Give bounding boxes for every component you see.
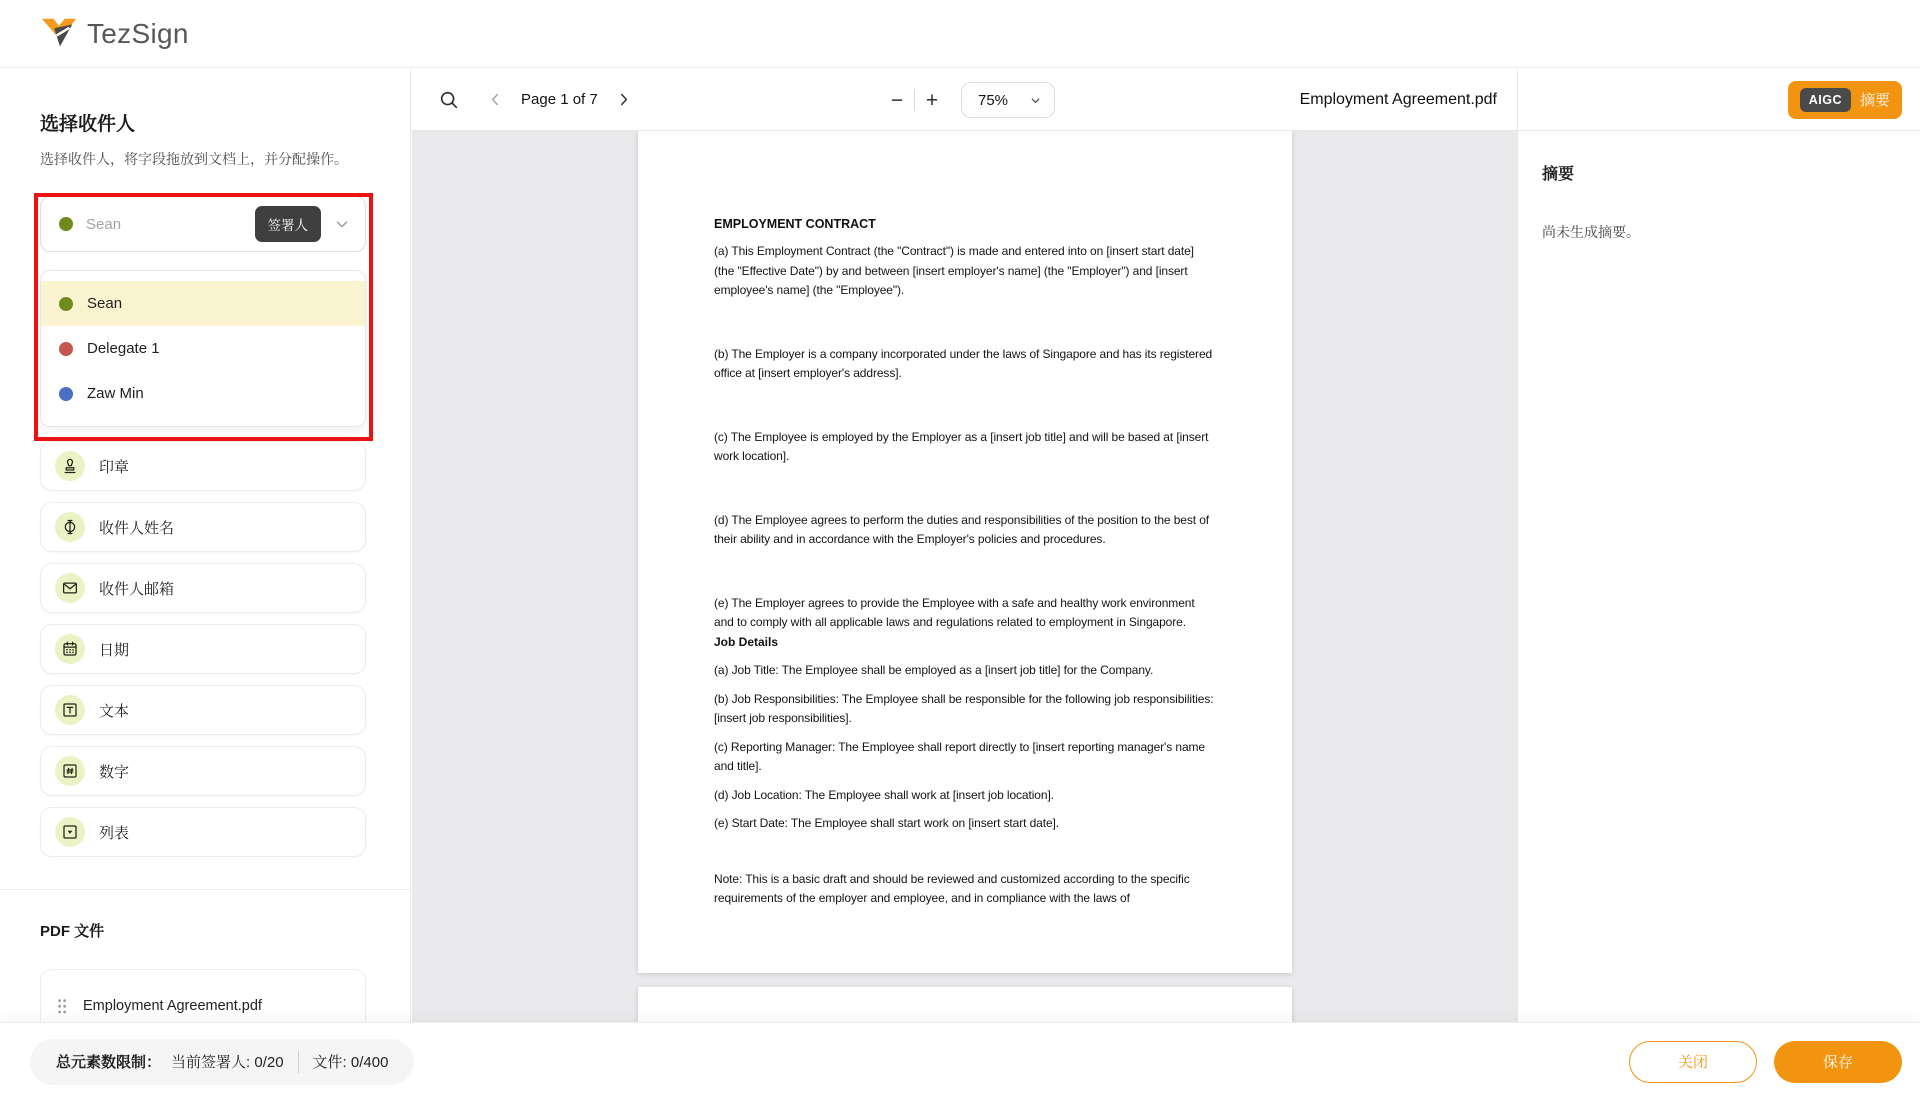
viewer-toolbar [412,69,1517,131]
field-label: 列表 [99,824,130,842]
zoom-in-button[interactable]: + [917,89,947,112]
pdf-viewer [412,69,1517,1100]
recipient-option-label: Sean [87,295,123,312]
limit-divider [298,1051,299,1073]
summary-panel [1517,69,1920,1100]
zoom-controls [882,69,1055,131]
drag-handle-icon[interactable] [57,998,67,1015]
zoom-out-button[interactable]: − [882,89,912,112]
recipient-color-dot [59,387,73,401]
field-item-recipient-name[interactable] [40,502,366,552]
aigc-summary-button[interactable] [1788,81,1902,119]
search-icon[interactable] [438,89,460,111]
contract-paragraph: (e) Start Date: The Employee shall start work on [insert start date]. [714,816,1060,830]
list-icon [55,817,85,847]
selected-recipient-name: Sean [86,215,122,233]
recipient-dropdown-list [40,270,366,427]
sidebar-description: 选择收件人，将字段拖放到文档上，并分配操作。 [40,151,348,167]
summary-empty-message: 尚未生成摘要。 [1542,224,1640,240]
aigc-badge: AIGC [1800,88,1851,112]
pdf-file-name: Employment Agreement.pdf [83,998,262,1014]
recipient-sidebar [0,69,411,1100]
date-icon [55,634,85,664]
page-indicator: Page 1 of 7 [521,91,598,108]
contract-paragraph: (c) Reporting Manager: The Employee shall report directly to [insert reporting manager's name and title]. [714,739,1206,773]
field-label: 印章 [99,458,130,476]
summary-panel-body [1518,131,1920,272]
recipient-option-label: Delegate 1 [87,340,160,357]
recipient-option-label: Zaw Min [87,385,144,402]
footer-bar [0,1023,1920,1100]
close-button[interactable]: 关闭 [1629,1041,1757,1083]
contract-note: Note: This is a basic draft and should be reviewed and customized according to the specific requirements of the employer and employee, and in compliance with the laws of [714,871,1190,905]
limit-label: 总元素数限制： [56,1054,162,1071]
recipient-name-icon [55,512,85,542]
field-item-recipient-email[interactable] [40,563,366,613]
recipient-color-dot [59,297,73,311]
stamp-icon [55,451,85,481]
next-page-icon[interactable] [615,91,632,108]
contract-paragraph: (e) The Employer agrees to provide the Employee with a safe and healthy work environment and to comply with all applicable laws and regulations related to employment in Singapore. [714,595,1195,629]
contract-paragraph: (c) The Employee is employed by the Employer as a [insert job title] and will be based at [insert work location]. [714,429,1209,463]
recipient-option-delegate-1[interactable] [41,326,365,371]
contract-heading: EMPLOYMENT CONTRACT [714,217,876,231]
field-item-date[interactable] [40,624,366,674]
field-label: 数字 [99,763,130,781]
field-label: 文本 [99,702,130,720]
number-icon [55,756,85,786]
contract-paragraph: (d) The Employee agrees to perform the duties and responsibilities of the position to the best of their ability and in accordance with the Employer's policies and procedures. [714,512,1210,546]
sidebar-divider [0,889,410,890]
recipient-email-icon [55,573,85,603]
recipient-color-dot [59,217,73,231]
recipient-option-sean[interactable] [41,281,365,326]
signer-role-badge: 签署人 [255,206,322,242]
chevron-down-icon [333,215,351,233]
field-item-stamp[interactable] [40,441,366,491]
signer-limit-count: 当前签署人: 0/20 [171,1054,284,1071]
zoom-level-value: 75% [978,91,1009,109]
chevron-down-icon [1029,94,1042,107]
field-label: 收件人邮箱 [99,580,175,598]
zoom-level-select[interactable] [961,82,1055,118]
zoom-divider [914,89,915,111]
contract-paragraph: (b) The Employer is a company incorporated under the laws of Singapore and has its registered office at [insert employer's address]. [714,346,1213,380]
summary-title: 摘要 [1542,166,1575,183]
previous-page-icon[interactable] [487,91,504,108]
document-title: Employment Agreement.pdf [1299,90,1497,108]
file-limit-count: 文件: 0/400 [312,1054,389,1071]
sidebar-title: 选择收件人 [40,114,136,135]
job-details-heading: Job Details [714,634,779,649]
pdf-files-section-title: PDF 文件 [40,923,105,940]
recipient-color-dot [59,342,73,356]
app-header [0,0,1920,68]
viewer-content [412,131,1517,1100]
recipient-select[interactable] [40,196,366,252]
contract-paragraph: (a) This Employment Contract (the "Contract") is made and entered into on [insert start date] (the "Effective Date") by and between [insert employer's name] (the "Employer") and [insert employee's name] (the "Employee"). [714,244,1194,297]
text-icon [55,695,85,725]
save-button[interactable]: 保存 [1774,1041,1902,1083]
field-label: 日期 [99,641,130,659]
tezsign-logo-icon [40,14,78,54]
field-item-number[interactable] [40,746,366,796]
contract-paragraph: (d) Job Location: The Employee shall work at [insert job location]. [714,787,1054,802]
field-label: 收件人姓名 [99,519,175,537]
summary-panel-header [1518,69,1920,131]
field-item-list[interactable] [40,807,366,857]
field-item-text[interactable] [40,685,366,735]
field-list [40,441,366,857]
aigc-button-label: 摘要 [1859,92,1890,109]
contract-paragraph: (a) Job Title: The Employee shall be employed as a [insert job title] for the Company. [714,663,1154,677]
recipient-option-zaw-min[interactable] [41,371,365,416]
brand-name: TezSign [87,17,189,49]
pdf-page-1[interactable] [638,131,1292,973]
element-limit-pill [30,1039,414,1085]
contract-paragraph: (b) Job Responsibilities: The Employee shall be responsible for the following job responsibilities: [insert job responsibilities]. [714,691,1214,725]
